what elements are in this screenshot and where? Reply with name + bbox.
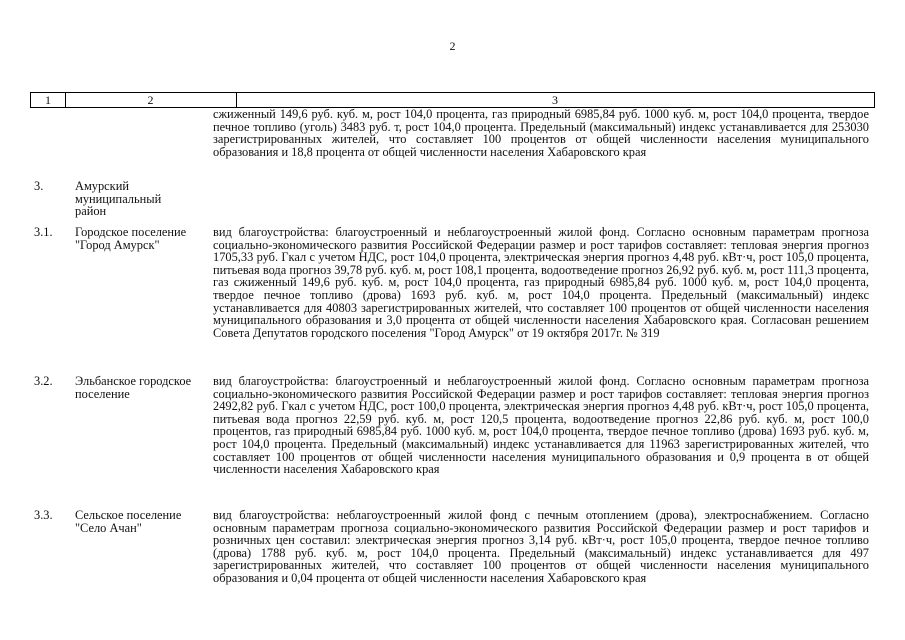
row-description: вид благоустройства: благоустроенный и неблагоустроенный жилой фонд. Согласно основным параметрам прогноза социально-экономического развития Российской Федерации размер и рост тарифов составляет: тепловая энергия прогноз 1705,33 руб. Гкал с учетом НДС, рост 104,0 процента, электрическая энергия прогноз 4,48 руб. кВт·ч, рост 105,0 процента, питьевая вода прогноз 39,78 руб. куб. м, рост 108,1 процента, водоотведение прогноз 26,92 руб. куб. м, рост 111,3 процента, газ сжиженный 149,6 руб. куб. м, рост 104,0 процента, газ природный 6985,84 руб. 1000 куб. м, рост 104,0 процента, твердое печное топливо (дрова) 1693 руб. куб. м, рост 104,0 процента. Предельный (максимальный) индекс устанавливается для 40803 зарегистрированных жителей, что составляет 100 процентов от общей численности населения муниципального образования и 3,0 процента от общей численности населения Хабаровского края. Согласован решением Совета Депутатов городского поселения "Город Амурск" от 19 октября 2017г. № 319 (213, 225, 869, 340)
municipality-name: Сельское поселение "Село Ачан" (75, 508, 182, 535)
table-header-row (30, 92, 875, 108)
municipality-name: Амурский муниципальный район (75, 179, 162, 219)
row-number: 3. (34, 179, 44, 193)
municipality-name: Городское поселение "Город Амурск" (75, 225, 187, 252)
table-header-col-2: 2 (65, 93, 237, 107)
municipality-name: Эльбанское городское поселение (75, 374, 192, 401)
row-number: 3.2. (34, 374, 53, 388)
row-number: 3.1. (34, 225, 53, 239)
table-header-col-1: 1 (31, 93, 66, 107)
row-number: 3.3. (34, 508, 53, 522)
table-header-col-3: 3 (552, 93, 558, 107)
page-number: 2 (449, 39, 456, 53)
continuation-text: сжиженный 149,6 руб. куб. м, рост 104,0 процента, газ природный 6985,84 руб. 1000 куб. м, рост 104,0 процента, твердое печное топливо (уголь) 3483 руб. т, рост 104,0 процента. Предельный (максимальный) индекс устанавливается для 253030 зарегистрированных жителей, что составляет 100 процентов от общей численности населения муниципального образования и 18,8 процента от общей численности населения Хабаровского края (213, 107, 869, 159)
row-description: вид благоустройства: неблагоустроенный жилой фонд с печным отоплением (дрова), электроснабжением. Согласно основным параметрам прогноза социально-экономического развития Российской Федерации размер и рост тарифов и розничных цен составил: электрическая энергия прогноз 3,14 руб. кВт·ч, рост 105,0 процента, твердое печное топливо (дрова) 1788 руб. куб. м, рост 104,0 процента. Предельный (максимальный) индекс устанавливается для 497 зарегистрированных жителей, что составляет 100 процентов от общей численности населения муниципального образования и 0,04 процента от общей численности населения Хабаровского края (213, 508, 869, 585)
row-description: вид благоустройства: благоустроенный и неблагоустроенный жилой фонд. Согласно основным параметрам прогноза социально-экономического развития Российской Федерации размер и рост тарифов составляет: тепловая энергия прогноз 2492,82 руб. Гкал с учетом НДС, рост 100,0 процента, электрическая энергия прогноз 4,48 руб. кВт·ч, рост 105,0 процента, питьевая вода прогноз 22,59 руб. куб. м, рост 120,5 процента, водоотведение прогноз 22,86 руб. куб. м, рост 100,0 процентов, газ природный 6985,84 руб. 1000 куб. м, рост 104,0 процента, твердое печное топливо (дрова) 1693 руб. куб. м, рост 104,0 процента. Предельный (максимальный) индекс устанавливается для 11963 зарегистрированных жителей, что составляет 100 процентов от общей численности населения муниципального образования и 0,9 процента в от общей численности населения Хабаровского края (213, 374, 869, 477)
